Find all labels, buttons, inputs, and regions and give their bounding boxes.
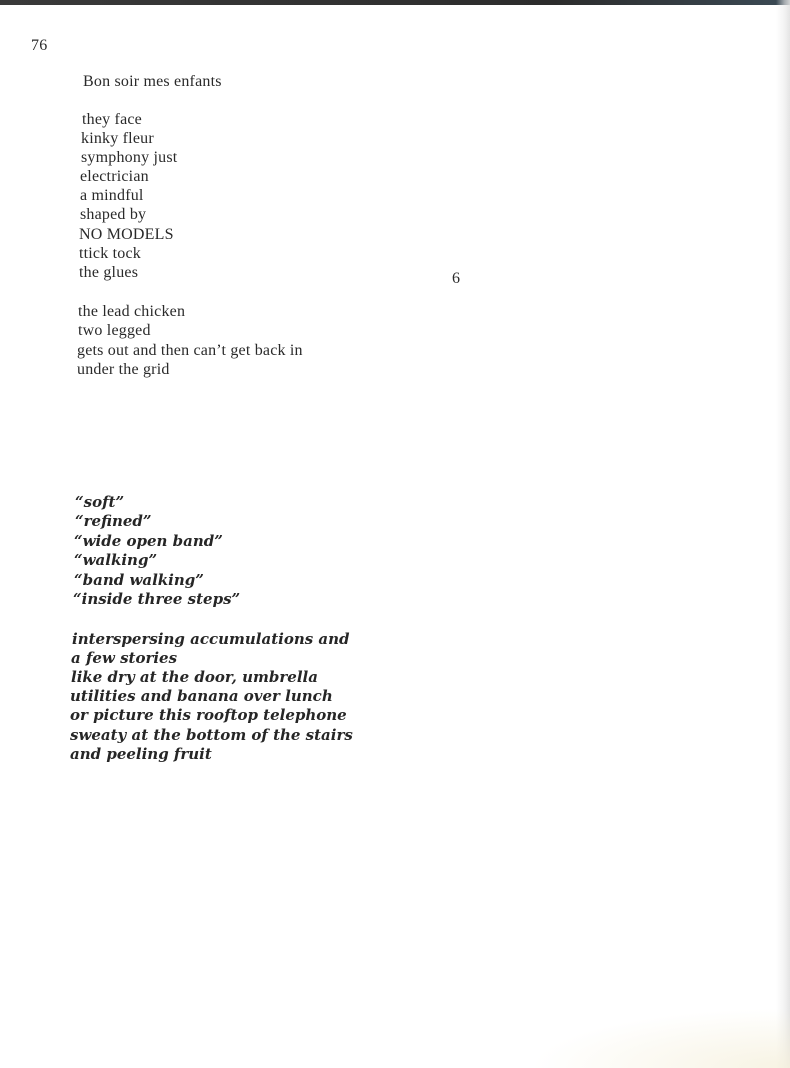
section-number: 6	[452, 270, 460, 287]
closing-line: utilities and banana over lunch	[70, 687, 333, 705]
quoted-term: “inside three steps”	[73, 590, 241, 608]
poem-line: under the grid	[77, 361, 170, 378]
page-right-edge-shadow	[776, 0, 790, 1068]
poem-line: two legged	[78, 322, 151, 339]
poem-line: a mindful	[80, 187, 144, 204]
poem-line: electrician	[80, 168, 149, 185]
page-top-edge	[0, 0, 790, 5]
poem-line: gets out and then can’t get back in	[77, 342, 303, 359]
quoted-term: “wide open band”	[74, 532, 223, 550]
poem-line: they face	[82, 111, 142, 128]
poem-title-line: Bon soir mes enfants	[83, 73, 222, 90]
poem-line: shaped by	[80, 206, 147, 223]
page-number: 76	[31, 37, 48, 54]
poem-line: the glues	[79, 264, 139, 281]
poem-line: symphony just	[81, 149, 178, 166]
closing-line: and peeling fruit	[70, 745, 212, 763]
closing-line: interspersing accumulations and	[72, 630, 350, 648]
closing-line: sweaty at the bottom of the stairs	[70, 726, 353, 744]
poem-line: NO MODELS	[79, 226, 174, 243]
quoted-term: “band walking”	[74, 571, 204, 589]
quoted-term: “refined”	[75, 512, 152, 530]
poem-line: ttick tock	[79, 245, 141, 262]
page-corner-shade	[530, 1008, 790, 1068]
closing-line: like dry at the door, umbrella	[71, 668, 318, 686]
poem-line: kinky fleur	[81, 130, 154, 147]
poem-line: the lead chicken	[78, 303, 186, 320]
closing-line: or picture this rooftop telephone	[70, 706, 347, 724]
quoted-term: “walking”	[74, 551, 158, 569]
quoted-term: “soft”	[75, 493, 125, 511]
closing-line: a few stories	[71, 649, 178, 667]
